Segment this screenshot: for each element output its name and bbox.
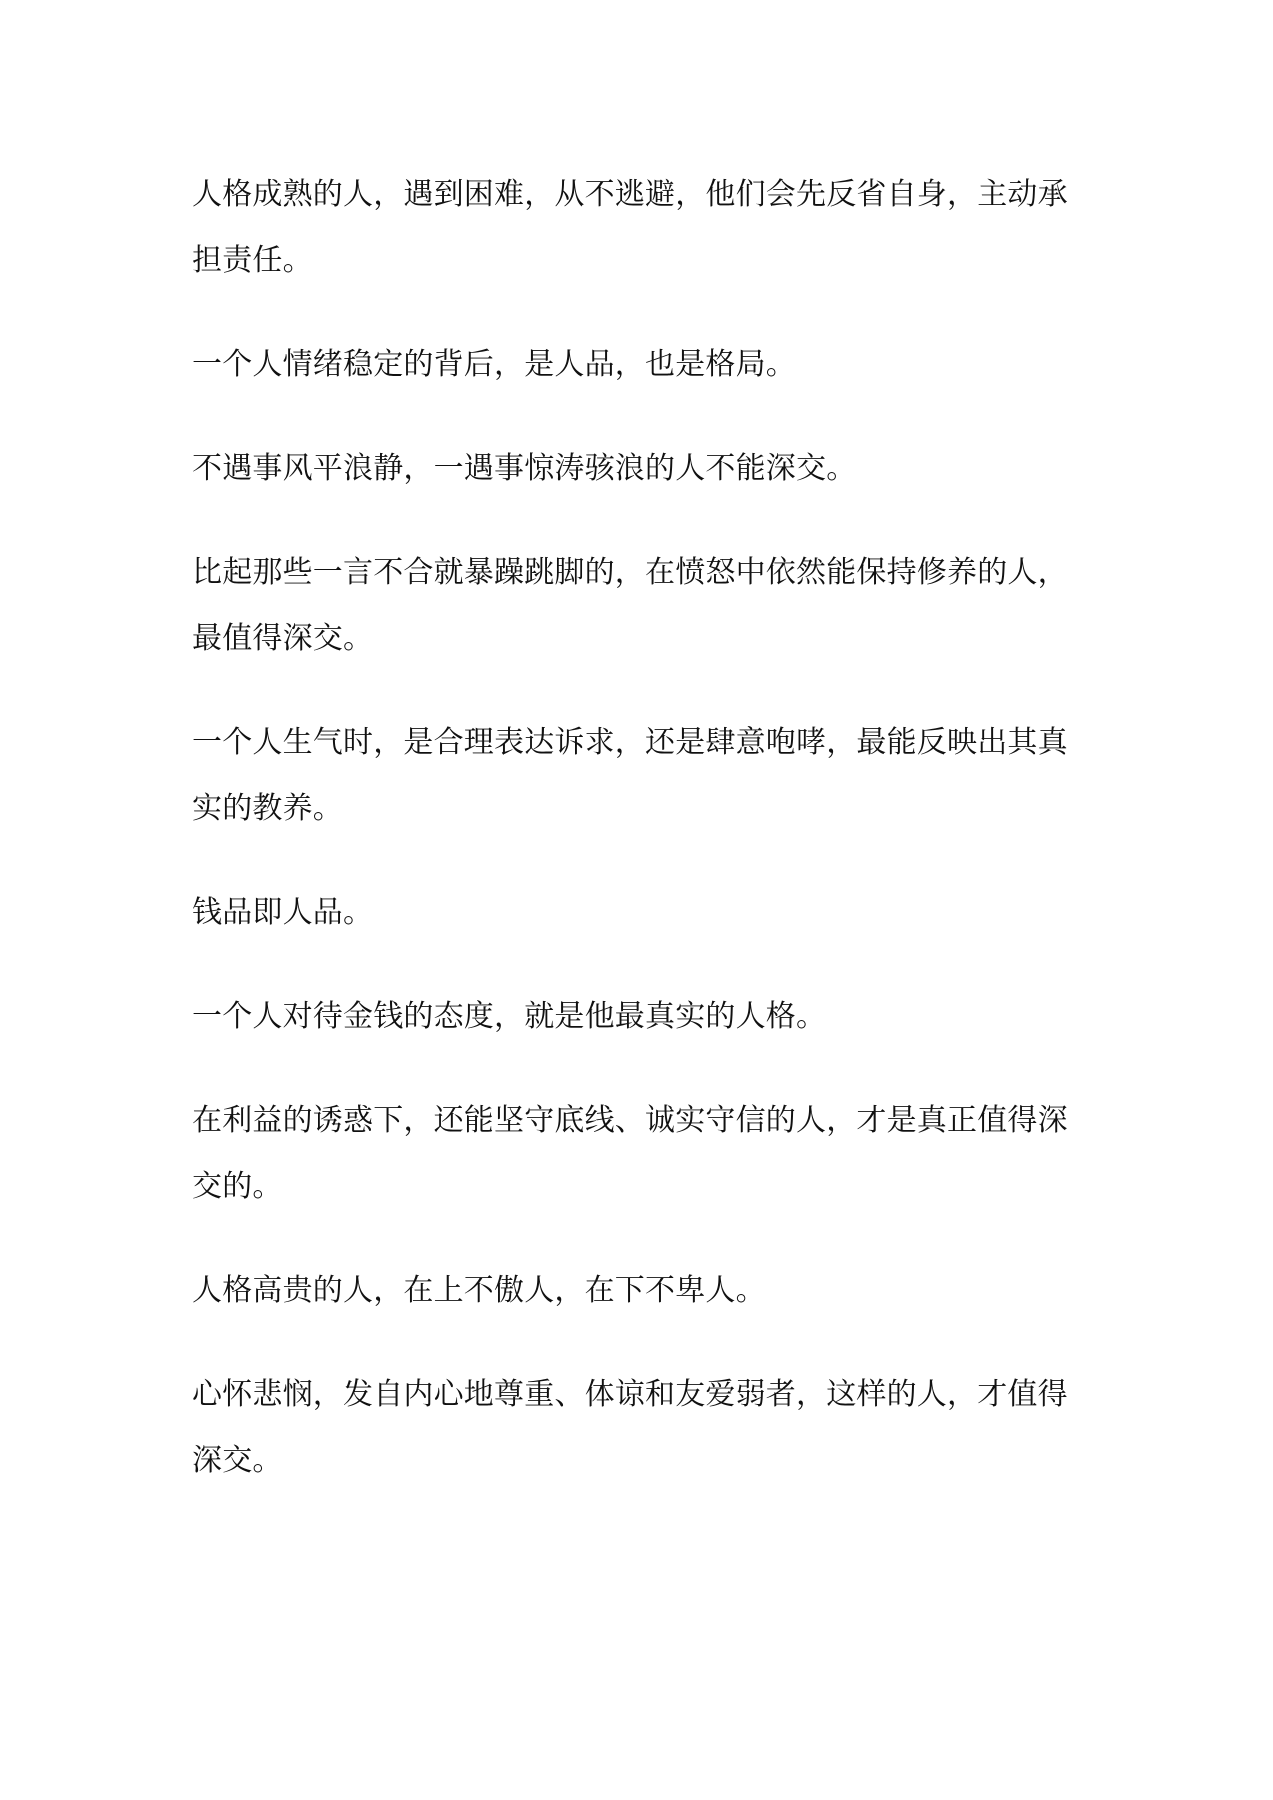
paragraph: 心怀悲悯，发自内心地尊重、体谅和友爱弱者，这样的人，才值得深交。 [192, 1377, 1068, 1478]
paragraph: 不遇事风平浪静，一遇事惊涛骇浪的人不能深交。 [192, 451, 857, 486]
paragraph: 人格成熟的人，遇到困难，从不逃避，他们会先反省自身，主动承担责任。 [192, 177, 1068, 278]
paragraph: 一个人情绪稳定的背后，是人品，也是格局。 [192, 347, 796, 382]
paragraph: 一个人生气时，是合理表达诉求，还是肆意咆哮，最能反映出其真实的教养。 [192, 725, 1068, 826]
paragraph: 人格高贵的人，在上不傲人，在下不卑人。 [192, 1273, 766, 1308]
paragraph: 一个人对待金钱的态度，就是他最真实的人格。 [192, 999, 827, 1034]
paragraph: 在利益的诱惑下，还能坚守底线、诚实守信的人，才是真正值得深交的。 [192, 1103, 1068, 1204]
document-body [192, 162, 1087, 1494]
paragraph: 钱品即人品。 [192, 895, 374, 930]
paragraph: 比起那些一言不合就暴躁跳脚的，在愤怒中依然能保持修养的人，最值得深交。 [192, 555, 1068, 656]
